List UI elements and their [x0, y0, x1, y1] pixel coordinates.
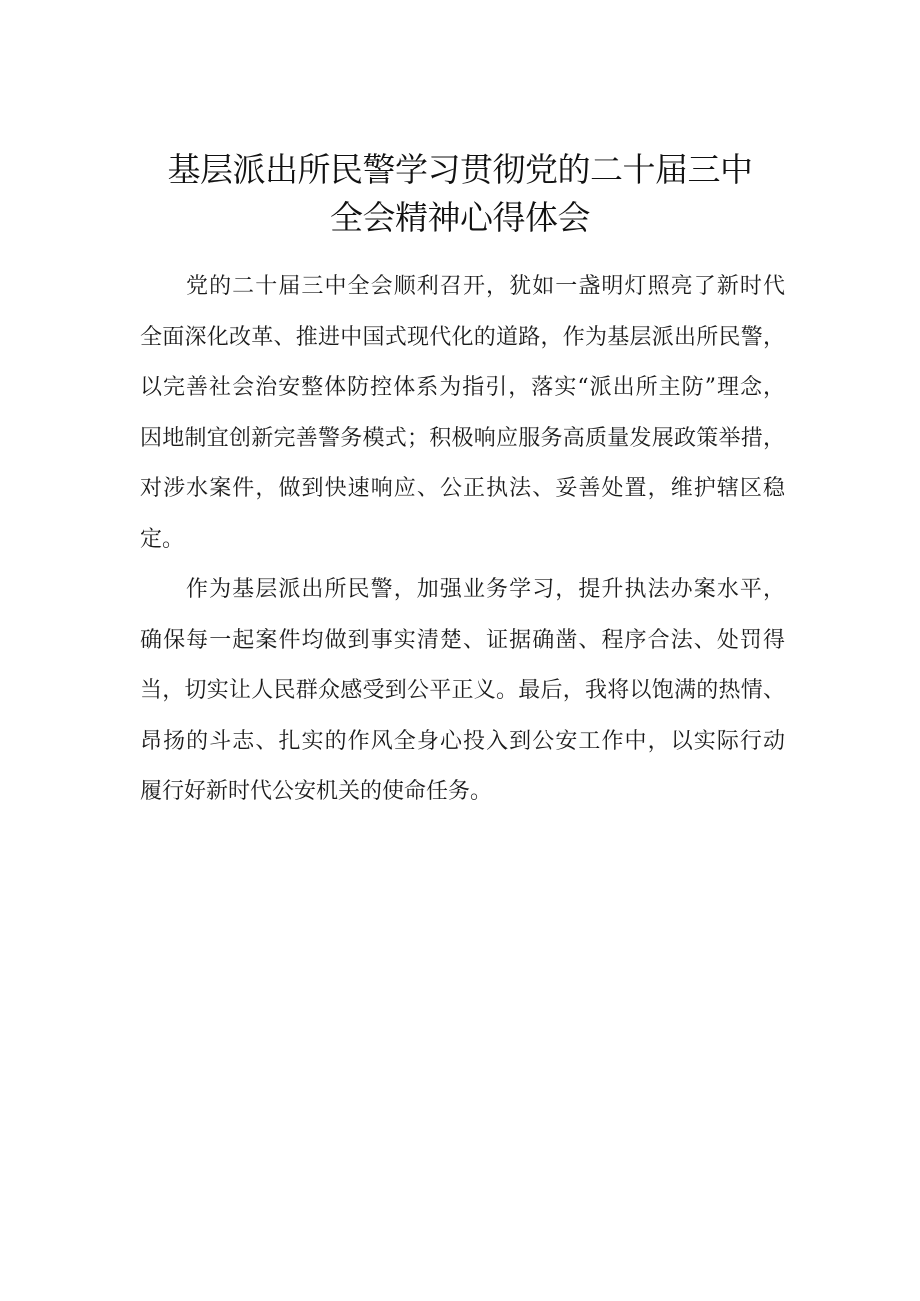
paragraph-1 [140, 262, 785, 565]
paragraph-line: 因地制宜创新完善警务模式；积极响应服务高质量发展政策举措， [140, 425, 785, 451]
paragraph-line: 以完善社会治安整体防控体系为指引，落实“派出所主防”理念， [140, 375, 785, 400]
document-body [140, 262, 785, 818]
paragraph-line: 全面深化改革、推进中国式现代化的道路，作为基层派出所民警， [140, 324, 785, 350]
paragraph-line: 昂扬的斗志、扎实的作风全身心投入到公安工作中，以实际行动 [140, 728, 785, 754]
paragraph-line: 履行好新时代公安机关的使命任务。 [140, 779, 493, 804]
paragraph-line: 作为基层派出所民警，加强业务学习，提升执法办案水平， [186, 577, 785, 602]
paragraph-line: 确保每一起案件均做到事实清楚、证据确凿、程序合法、处罚得 [140, 627, 785, 653]
paragraph-line: 定。 [140, 526, 185, 552]
paragraph-line: 当，切实让人民群众感受到公平正义。最后，我将以饱满的热情、 [140, 678, 785, 703]
title-line-2: 全会精神心得体会 [330, 198, 590, 237]
document-title [100, 146, 820, 242]
paragraph-2 [140, 565, 785, 818]
paragraph-line: 党的二十届三中全会顺利召开，犹如一盏明灯照亮了新时代 [186, 274, 785, 299]
paragraph-line: 对涉水案件，做到快速响应、公正执法、妥善处置，维护辖区稳 [140, 476, 785, 501]
title-line-1: 基层派出所民警学习贯彻党的二十届三中 [167, 150, 753, 189]
